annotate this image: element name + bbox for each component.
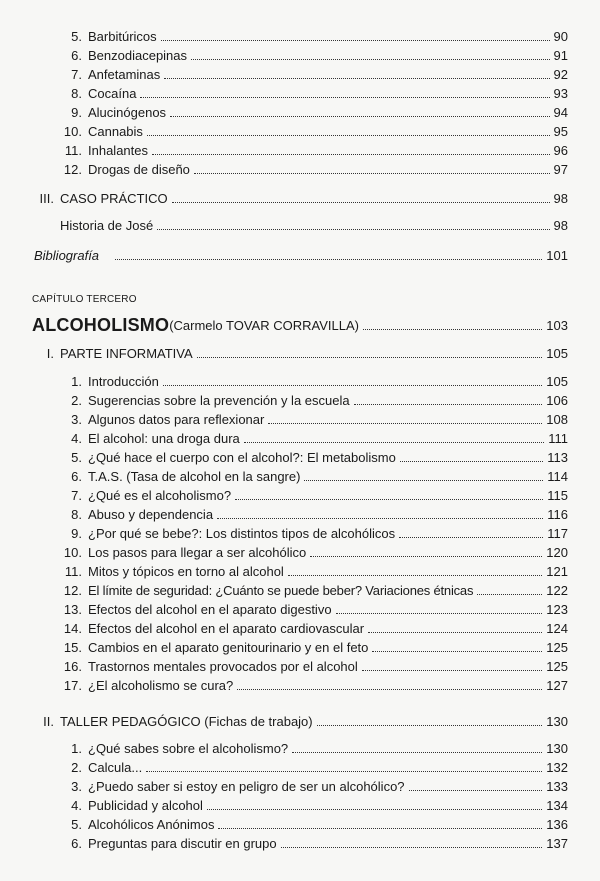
leader-dots [197, 356, 543, 358]
item-page: 90 [553, 29, 568, 44]
item-number: 11. [64, 564, 82, 579]
item-title: Efectos del alcohol en el aparato digestivo [88, 602, 332, 617]
section-number: I. [46, 346, 54, 361]
item-page: 123 [546, 602, 568, 617]
leader-dots [115, 258, 542, 260]
item-title: T.A.S. (Tasa de alcohol en la sangre) [88, 469, 301, 484]
toc-row [0, 655, 568, 674]
item-page: 92 [553, 67, 568, 82]
item-number: 11. [64, 143, 82, 158]
toc-row [0, 737, 568, 756]
item-title: El alcohol: una droga dura [88, 431, 240, 446]
item-page: 97 [553, 162, 568, 177]
item-page: 120 [546, 545, 568, 560]
leader-dots [152, 153, 550, 155]
item-page: 113 [547, 450, 568, 465]
item-page: 115 [547, 488, 568, 503]
item-title: El límite de seguridad: ¿Cuánto se puede beber? Variaciones étnicas [88, 583, 474, 598]
leader-dots [217, 517, 543, 519]
toc-row [0, 63, 568, 82]
item-number: 15. [63, 640, 82, 655]
item-title: Inhalantes [88, 143, 148, 158]
toc-row [0, 446, 568, 465]
toc-row [0, 427, 568, 446]
leader-dots [363, 328, 542, 330]
leader-dots [317, 724, 543, 726]
leader-dots [336, 612, 543, 614]
item-title: Drogas de diseño [88, 162, 190, 177]
leader-dots [235, 498, 543, 500]
item-title: Alcohólicos Anónimos [88, 817, 215, 832]
item-title: Cocaína [88, 86, 137, 101]
section-title: CASO PRÁCTICO [60, 191, 168, 206]
item-title: Alucinógenos [88, 105, 167, 120]
toc-row [0, 465, 568, 484]
item-page: 106 [546, 393, 568, 408]
toc-row [0, 503, 568, 522]
item-number: 1. [71, 741, 82, 756]
section-number: III. [39, 191, 54, 206]
item-title: Cannabis [88, 124, 143, 139]
section-number: II. [43, 714, 54, 729]
item-page: 122 [546, 583, 568, 598]
chapter-label: CAPÍTULO TERCERO [32, 294, 137, 305]
item-number: 13. [63, 602, 82, 617]
leader-dots [372, 650, 542, 652]
item-page: 94 [553, 105, 568, 120]
section-title: TALLER PEDAGÓGICO (Fichas de trabajo) [60, 714, 313, 729]
chapter-page: 103 [546, 318, 568, 333]
item-number: 8. [71, 507, 82, 522]
section-page: 130 [546, 714, 568, 729]
item-title: Algunos datos para reflexionar [88, 412, 265, 427]
item-number: 2. [71, 393, 82, 408]
item-page: 117 [547, 526, 568, 541]
toc-row [0, 636, 568, 655]
leader-dots [368, 631, 542, 633]
item-number: 1. [71, 374, 82, 389]
toc-row [0, 370, 568, 389]
toc-row [0, 756, 568, 775]
item-title: ¿Qué es el alcoholismo? [88, 488, 232, 503]
toc-row [0, 598, 568, 617]
item-number: 3. [71, 779, 82, 794]
leader-dots [281, 846, 543, 848]
leader-dots [409, 789, 543, 791]
toc-row [0, 214, 568, 233]
toc-row [0, 775, 568, 794]
item-page: 130 [546, 741, 568, 756]
item-title: Historia de José [60, 218, 154, 233]
leader-dots [292, 751, 542, 753]
chapter-author: (Carmelo TOVAR CORRAVILLA) [169, 318, 359, 333]
item-title: ¿Qué hace el cuerpo con el alcohol?: El metabolismo [88, 450, 396, 465]
item-title: Publicidad y alcohol [88, 798, 203, 813]
item-number: 5. [71, 29, 82, 44]
leader-dots [244, 441, 544, 443]
item-title: Preguntas para discutir en grupo [88, 836, 277, 851]
item-number: 14. [63, 621, 82, 636]
item-title: Abuso y dependencia [88, 507, 214, 522]
leader-dots [207, 808, 542, 810]
item-page: 132 [546, 760, 568, 775]
item-title: Benzodiacepinas [88, 48, 188, 63]
item-number: 6. [71, 836, 82, 851]
leader-dots [172, 201, 550, 203]
item-number: 12. [63, 583, 82, 598]
item-title: Anfetaminas [88, 67, 161, 82]
item-number: 16. [63, 659, 82, 674]
toc-row [0, 579, 568, 598]
item-page: 124 [546, 621, 568, 636]
item-number: 2. [71, 760, 82, 775]
toc-row [0, 82, 568, 101]
leader-dots [164, 77, 549, 79]
item-page: 134 [546, 798, 568, 813]
toc-row [0, 617, 568, 636]
item-number: 4. [71, 798, 82, 813]
item-title: Mitos y tópicos en torno al alcohol [88, 564, 284, 579]
toc-row [0, 484, 568, 503]
item-number: 7. [71, 488, 82, 503]
section-heading-iii [0, 187, 568, 206]
toc-row [0, 832, 568, 851]
item-number: 4. [71, 431, 82, 446]
bibliography-page: 101 [546, 248, 568, 263]
leader-dots [310, 555, 542, 557]
item-page: 95 [553, 124, 568, 139]
item-number: 5. [71, 817, 82, 832]
leader-dots [268, 422, 542, 424]
item-number: 6. [71, 48, 82, 63]
item-page: 91 [553, 48, 568, 63]
item-title: Calcula... [88, 760, 143, 775]
section-heading-ii [0, 710, 568, 729]
item-page: 136 [546, 817, 568, 832]
leader-dots [237, 688, 542, 690]
leader-dots [304, 479, 543, 481]
toc-row [0, 794, 568, 813]
item-page: 114 [547, 469, 568, 484]
item-number: 8. [71, 86, 82, 101]
item-number: 10. [63, 545, 82, 560]
item-number: 7. [71, 67, 82, 82]
item-title: Cambios en el aparato genitourinario y en el feto [88, 640, 369, 655]
toc-row [0, 158, 568, 177]
item-title: Introducción [88, 374, 159, 389]
toc-row [0, 25, 568, 44]
item-page: 137 [546, 836, 568, 851]
item-number: 10. [63, 124, 82, 139]
leader-dots [140, 96, 549, 98]
item-number: 9. [71, 526, 82, 541]
toc-row [0, 560, 568, 579]
item-page: 93 [553, 86, 568, 101]
item-title: Sugerencias sobre la prevención y la escuela [88, 393, 350, 408]
leader-dots [288, 574, 542, 576]
toc-row [0, 674, 568, 693]
item-title: ¿Qué sabes sobre el alcoholismo? [88, 741, 289, 756]
bibliography-title: Bibliografía [34, 248, 100, 263]
item-page: 125 [546, 640, 568, 655]
toc-row [0, 389, 568, 408]
leader-dots [477, 593, 542, 595]
item-number: 6. [71, 469, 82, 484]
toc-row [0, 44, 568, 63]
leader-dots [146, 770, 542, 772]
leader-dots [399, 536, 543, 538]
item-number: 3. [71, 412, 82, 427]
section-title: PARTE INFORMATIVA [60, 346, 193, 361]
leader-dots [163, 384, 542, 386]
item-page: 98 [553, 218, 568, 233]
leader-dots [194, 172, 550, 174]
item-page: 125 [546, 659, 568, 674]
chapter-title: ALCOHOLISMO [32, 315, 170, 335]
leader-dots [170, 115, 549, 117]
item-number: 17. [63, 678, 82, 693]
leader-dots [400, 460, 543, 462]
toc-row [0, 522, 568, 541]
item-title: ¿Por qué se bebe?: Los distintos tipos de alcohólicos [88, 526, 396, 541]
item-page: 105 [546, 374, 568, 389]
item-page: 127 [546, 678, 568, 693]
toc-row [0, 408, 568, 427]
item-page: 121 [546, 564, 568, 579]
item-number: 9. [71, 105, 82, 120]
leader-dots [362, 669, 543, 671]
leader-dots [191, 58, 550, 60]
item-page: 108 [546, 412, 568, 427]
item-title: Trastornos mentales provocados por el alcohol [88, 659, 358, 674]
section-page: 98 [553, 191, 568, 206]
item-title: Barbitúricos [88, 29, 157, 44]
toc-row [0, 120, 568, 139]
chapter-title-row [0, 309, 568, 333]
leader-dots [218, 827, 542, 829]
item-title: Efectos del alcohol en el aparato cardiovascular [88, 621, 365, 636]
toc-row [0, 541, 568, 560]
item-page: 111 [548, 431, 568, 446]
leader-dots [354, 403, 543, 405]
section-page: 105 [546, 346, 568, 361]
item-number: 5. [71, 450, 82, 465]
section-heading-i [0, 342, 568, 361]
item-title: Los pasos para llegar a ser alcohólico [88, 545, 307, 560]
item-number: 12. [63, 162, 82, 177]
toc-row [0, 139, 568, 158]
toc-row [0, 813, 568, 832]
item-page: 133 [546, 779, 568, 794]
item-title: ¿El alcoholismo se cura? [88, 678, 234, 693]
leader-dots [157, 228, 549, 230]
item-page: 116 [547, 507, 568, 522]
leader-dots [161, 39, 550, 41]
item-title: ¿Puedo saber si estoy en peligro de ser un alcohólico? [88, 779, 405, 794]
toc-row [0, 101, 568, 120]
bibliography-row [0, 244, 568, 263]
leader-dots [147, 134, 550, 136]
item-page: 96 [553, 143, 568, 158]
